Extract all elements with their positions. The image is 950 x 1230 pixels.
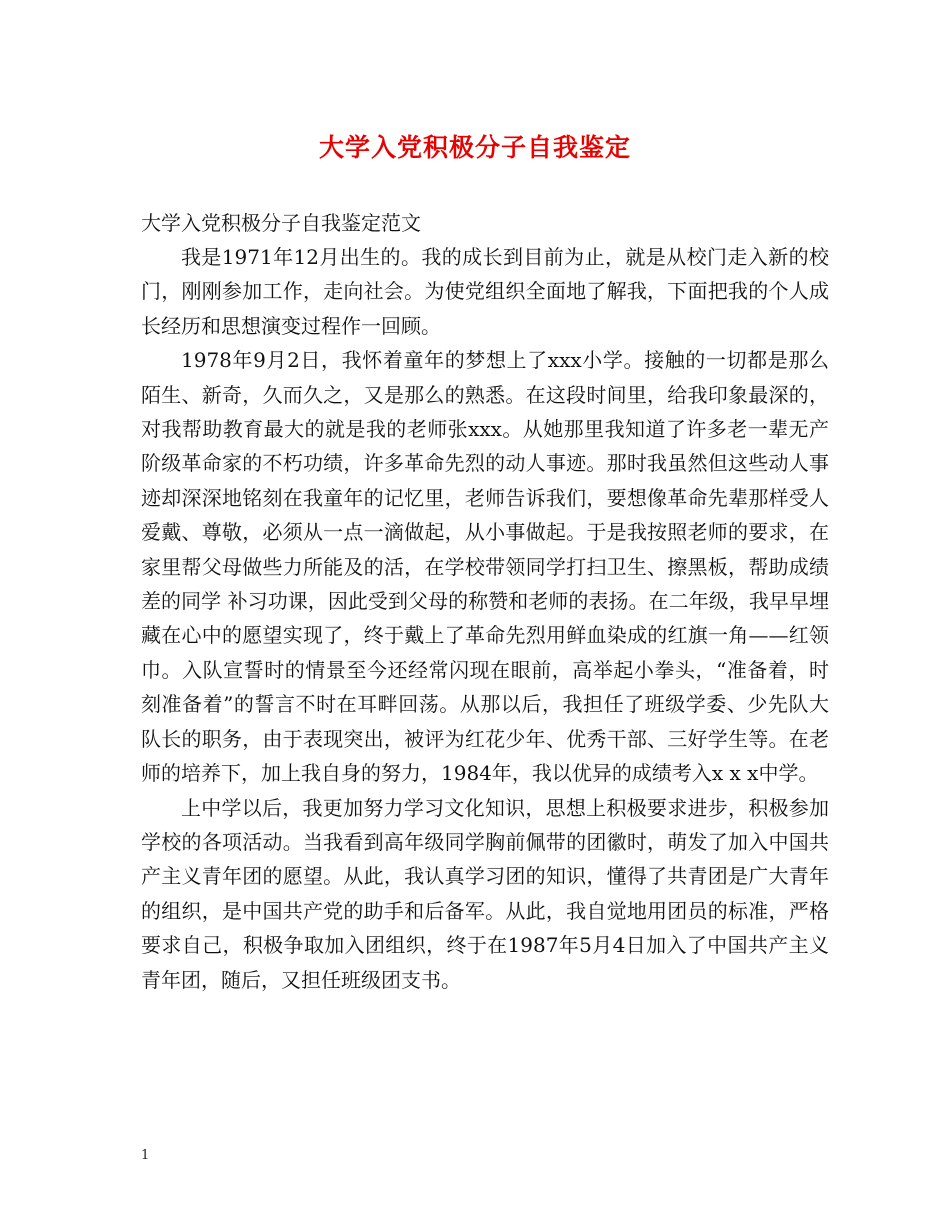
document-title: 大学入党积极分子自我鉴定 (318, 133, 631, 162)
document-body (141, 240, 829, 997)
document-subtitle: 大学入党积极分子自我鉴定范文 (141, 211, 421, 235)
paragraph-2: 1978年9月2日，我怀着童年的梦想上了xxx小学。接触的一切都是那么陌生、新奇，久而久之，又是那么的熟悉。在这段时间里，给我印象最深的，对我帮助教育最大的就是我的老师张xxx。从她那里我知道了许多老一辈无产阶级革命家的不朽功绩，许多革命先烈的动人事迹。那时我虽然但这些动人事迹却深深地铭刻在我童年的记忆里，老师告诉我们，要想像革命先辈那样受人爱戴、尊敬，必须从一点一滴做起，从小事做起。于是我按照老师的要求，在家里帮父母做些力所能及的活，在学校带领同学打扫卫生、擦黑板，帮助成绩差的同学 补习功课，因此受到父母的称赞和老师的表扬。在二年级，我早早埋藏在心中的愿望实现了，终于戴上了革命先烈用鲜血染成的红旗一角——红领巾。入队宣誓时的情景至今还经常闪现在眼前，高举起小拳头，“准备着，时刻准备着”的誓言不时在耳畔回荡。从那以后，我担任了班级学委、少先队大队长的职务，由于表现突出，被评为红花少年、优秀干部、三好学生等。在老师的培养下，加上我自身的努力，1984年，我以优异的成绩考入x x x中学。 (141, 348, 829, 786)
page-number: 1 (141, 1148, 150, 1163)
paragraph-3: 上中学以后，我更加努力学习文化知识，思想上积极要求进步，积极参加学校的各项活动。当我看到高年级同学胸前佩带的团徽时，萌发了加入中国共产主义青年团的愿望。从此，我认真学习团的知识，懂得了共青团是广大青年的组织，是中国共产党的助手和后备军。从此，我自觉地用团员的标准，严格要求自己，积极争取加入团组织，终于在1987年5月4日加入了中国共产主义青年团，随后，又担任班级团支书。 (141, 795, 829, 992)
paragraph-1: 我是1971年12月出生的。我的成长到目前为止，就是从校门走入新的校门，刚刚参加工作，走向社会。为使党组织全面地了解我，下面把我的个人成长经历和思想演变过程作一回顾。 (141, 245, 829, 338)
